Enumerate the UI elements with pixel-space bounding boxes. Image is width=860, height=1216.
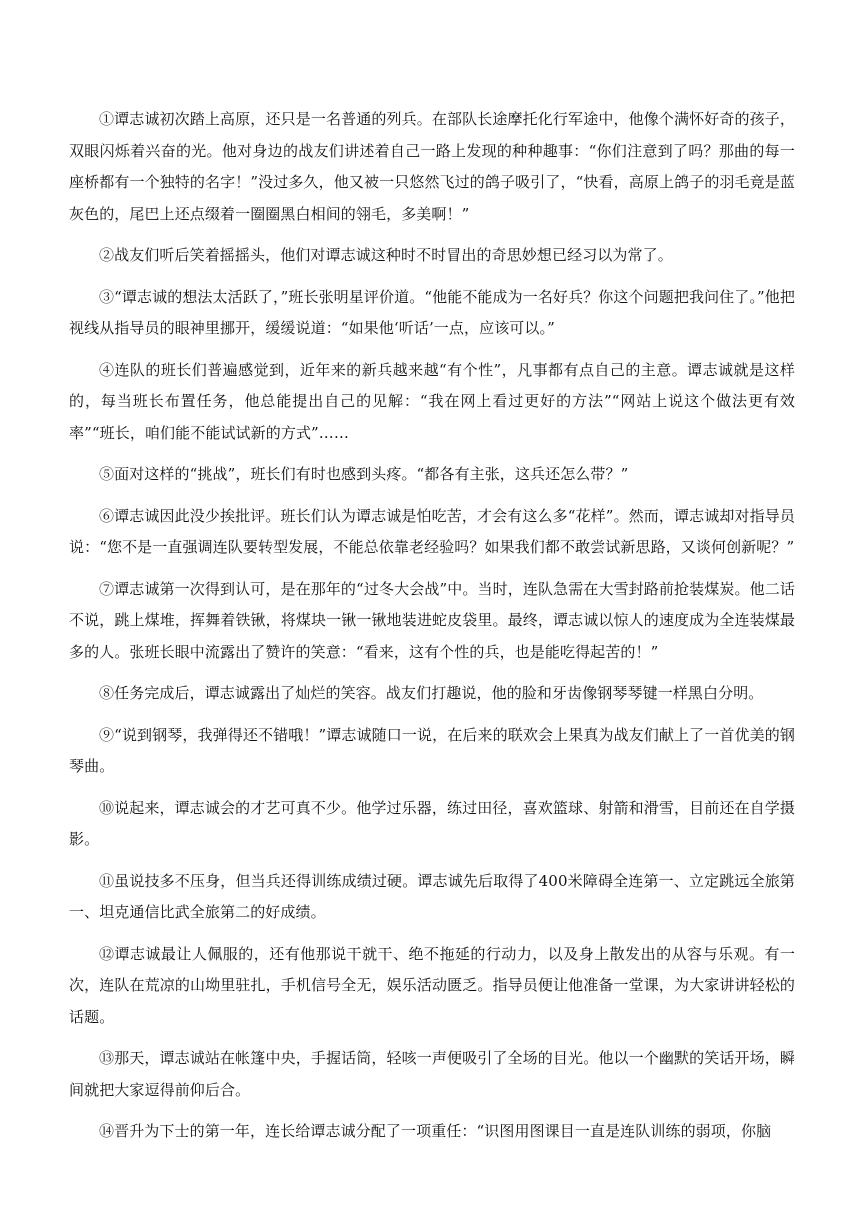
- paragraph-10: ⑩说起来，谭志诚会的才艺可真不少。他学过乐器，练过田径，喜欢篮球、射箭和滑雪，目前还在自学摄影。: [69, 798, 795, 848]
- paragraph-9: ⑨“说到钢琴，我弹得还不错哦！”谭志诚随口一说，在后来的联欢会上果真为战友们献上了一首优美的钢琴曲。: [69, 725, 795, 775]
- paragraph-3: ③“谭志诚的想法太活跃了，”班长张明星评价道。“他能不能成为一名好兵？你这个问题把我问住了。”他把视线从指导员的眼神里挪开，缓缓说道：“如果他‘听话’一点，应该可以。”: [69, 287, 795, 337]
- paragraph-12: ⑫谭志诚最让人佩服的，还有他那说干就干、绝不拖延的行动力，以及身上散发出的从容与乐观。有一次，连队在荒凉的山坳里驻扎，手机信号全无，娱乐活动匮乏。指导员便让他准备一堂课，为大家讲讲轻松的话题。: [69, 944, 795, 1026]
- paragraph-7: ⑦谭志诚第一次得到认可，是在那年的“过冬大会战”中。当时，连队急需在大雪封路前抢装煤炭。他二话不说，跳上煤堆，挥舞着铁锹，将煤块一锹一锹地装进蛇皮袋里。最终，谭志诚以惊人的速度成为全连装煤最多的人。张班长眼中流露出了赞许的笑意：“看来，这有个性的兵，也是能吃得起苦的！”: [69, 579, 795, 661]
- paragraph-11: ⑪虽说技多不压身，但当兵还得训练成绩过硬。谭志诚先后取得了400米障碍全连第一、立定跳远全旅第一、坦克通信比武全旅第二的好成绩。: [69, 871, 795, 921]
- paragraph-2: ②战友们听后笑着摇摇头，他们对谭志诚这种时不时冒出的奇思妙想已经习以为常了。: [99, 246, 673, 264]
- paragraph-8: ⑧任务完成后，谭志诚露出了灿烂的笑容。战友们打趣说，他的脸和牙齿像钢琴琴键一样黑白分明。: [99, 684, 764, 702]
- paragraph-6: ⑥谭志诚因此没少挨批评。班长们认为谭志诚是怕吃苦，才会有这么多“花样”。然而，谭志诚却对指导员说：“您不是一直强调连队要转型发展，不能总依靠老经验吗？如果我们都不敢尝试新思路，又谈何创新呢？”: [69, 506, 795, 556]
- paragraph-1: ①谭志诚初次踏上高原，还只是一名普通的列兵。在部队长途摩托化行军途中，他像个满怀好奇的孩子，双眼闪烁着兴奋的光。他对身边的战友们讲述着自己一路上发现的种种趣事：“你们注意到了吗？那曲的每一座桥都有一个独特的名字！”没过多久，他又被一只悠然飞过的鸽子吸引了，“快看，高原上鸽子的羽毛竟是蓝灰色的，尾巴上还点缀着一圈圈黑白相间的翎毛，多美啊！”: [69, 110, 795, 223]
- paragraph-14: ⑭晋升为下士的第一年，连长给谭志诚分配了一项重任：“识图用图课目一直是连队训练的弱项，你脑: [99, 1122, 772, 1140]
- paragraph-5: ⑤面对这样的“挑战”，班长们有时也感到头疼。“都各有主张，这兵还怎么带？”: [99, 465, 629, 483]
- paragraph-4: ④连队的班长们普遍感觉到，近年来的新兵越来越“有个性”，凡事都有点自己的主意。谭志诚就是这样的，每当班长布置任务，他总能提出自己的见解：“我在网上看过更好的方法”“网站上说这个做法更有效率”“班长，咱们能不能试试新的方式”……: [69, 360, 795, 442]
- document-body: [69, 104, 795, 1158]
- paragraph-13: ⑬那天，谭志诚站在帐篷中央，手握话筒，轻咳一声便吸引了全场的目光。他以一个幽默的笑话开场，瞬间就把大家逗得前仰后合。: [69, 1049, 795, 1099]
